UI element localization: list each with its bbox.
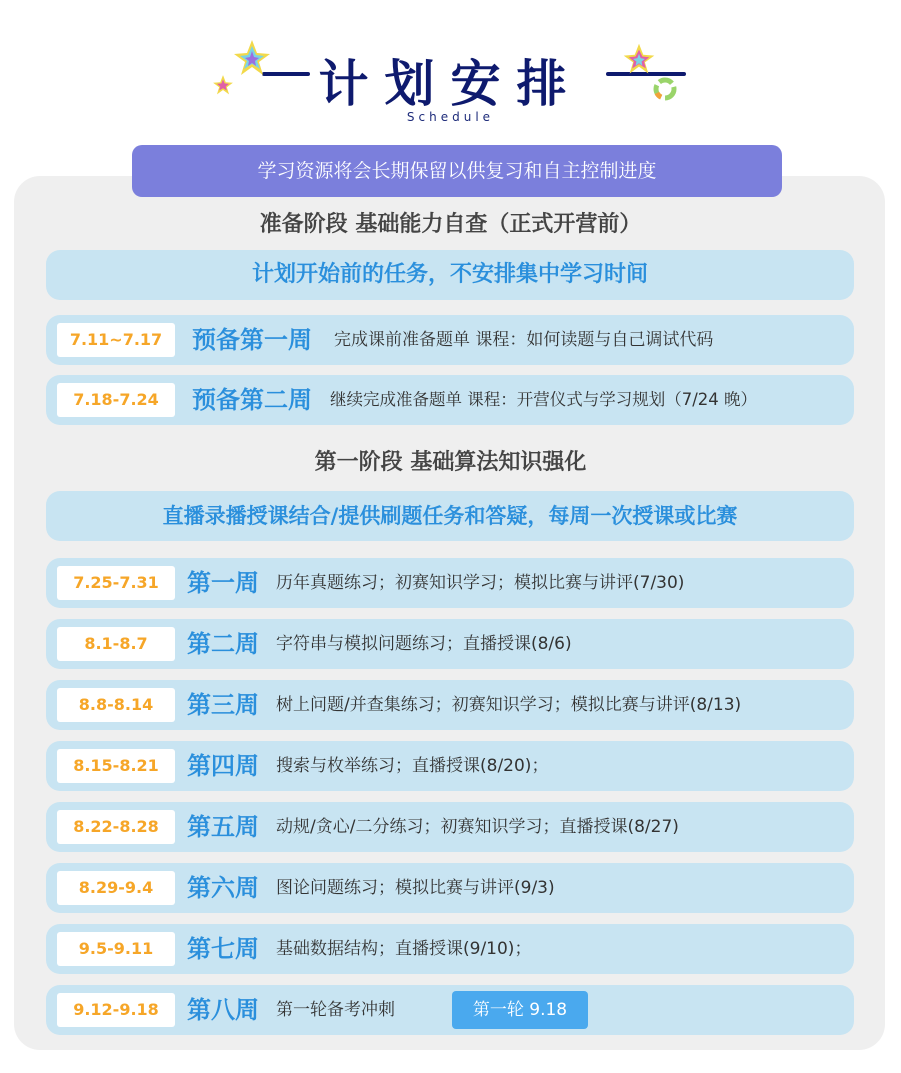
week-description: 基础数据结构；直播授课(9/10)；	[276, 939, 532, 959]
date-range: 8.8-8.14	[57, 688, 175, 722]
stage-heading: 准备阶段 基础能力自查（正式开营前）	[259, 212, 642, 237]
schedule-row	[46, 315, 854, 365]
week-label: 第一周	[187, 569, 259, 597]
schedule-row	[46, 741, 854, 791]
week-label: 第五周	[187, 813, 259, 841]
date-range: 8.15-8.21	[57, 749, 175, 783]
week-label: 第三周	[187, 691, 259, 719]
page-subtitle: Schedule	[406, 110, 495, 124]
week-label: 第二周	[187, 630, 259, 658]
exam-badge: 第一轮 9.18	[452, 991, 588, 1029]
week-label: 第四周	[187, 752, 259, 780]
date-range: 7.18-7.24	[57, 383, 175, 417]
schedule-row	[46, 680, 854, 730]
schedule-row	[46, 985, 854, 1035]
week-label: 第七周	[187, 935, 259, 963]
week-label: 第八周	[187, 996, 259, 1024]
schedule-panel	[14, 176, 885, 1050]
schedule-row	[46, 619, 854, 669]
stage-note: 计划开始前的任务，不安排集中学习时间	[46, 250, 854, 300]
week-description: 历年真题练习；初赛知识学习；模拟比赛与讲评(7/30)	[276, 573, 685, 593]
schedule-row	[46, 924, 854, 974]
week-description: 继续完成准备题单 课程：开营仪式与学习规划（7/24 晚）	[330, 390, 758, 409]
date-range: 8.1-8.7	[57, 627, 175, 661]
date-range: 7.25-7.31	[57, 566, 175, 600]
stage-heading: 第一阶段 基础算法知识强化	[314, 450, 587, 475]
date-range: 9.5-9.11	[57, 932, 175, 966]
schedule-row	[46, 802, 854, 852]
notice-banner: 学习资源将会长期保留以供复习和自主控制进度	[132, 145, 782, 197]
week-description: 搜索与枚举练习；直播授课(8/20)；	[276, 756, 549, 776]
week-description: 字符串与模拟问题练习；直播授课(8/6)	[276, 634, 572, 654]
page-title: 计划安排	[318, 55, 583, 113]
week-description: 第一轮备考冲刺	[276, 1000, 395, 1020]
date-range: 8.22-8.28	[57, 810, 175, 844]
date-range: 9.12-9.18	[57, 993, 175, 1027]
week-label: 预备第二周	[192, 386, 312, 414]
week-description: 图论问题练习；模拟比赛与讲评(9/3)	[276, 878, 555, 898]
schedule-row	[46, 863, 854, 913]
header	[0, 0, 901, 140]
date-range: 7.11~7.17	[57, 323, 175, 357]
schedule-row	[46, 375, 854, 425]
stage-note: 直播录播授课结合/提供刷题任务和答疑，每周一次授课或比赛	[46, 491, 854, 541]
week-description: 完成课前准备题单 课程：如何读题与自己调试代码	[334, 330, 714, 350]
week-description: 动规/贪心/二分练习；初赛知识学习；直播授课(8/27)	[276, 817, 679, 837]
schedule-row	[46, 558, 854, 608]
week-label: 预备第一周	[192, 326, 312, 354]
week-description: 树上问题/并查集练习；初赛知识学习；模拟比赛与讲评(8/13)	[276, 695, 742, 715]
week-label: 第六周	[187, 874, 259, 902]
date-range: 8.29-9.4	[57, 871, 175, 905]
